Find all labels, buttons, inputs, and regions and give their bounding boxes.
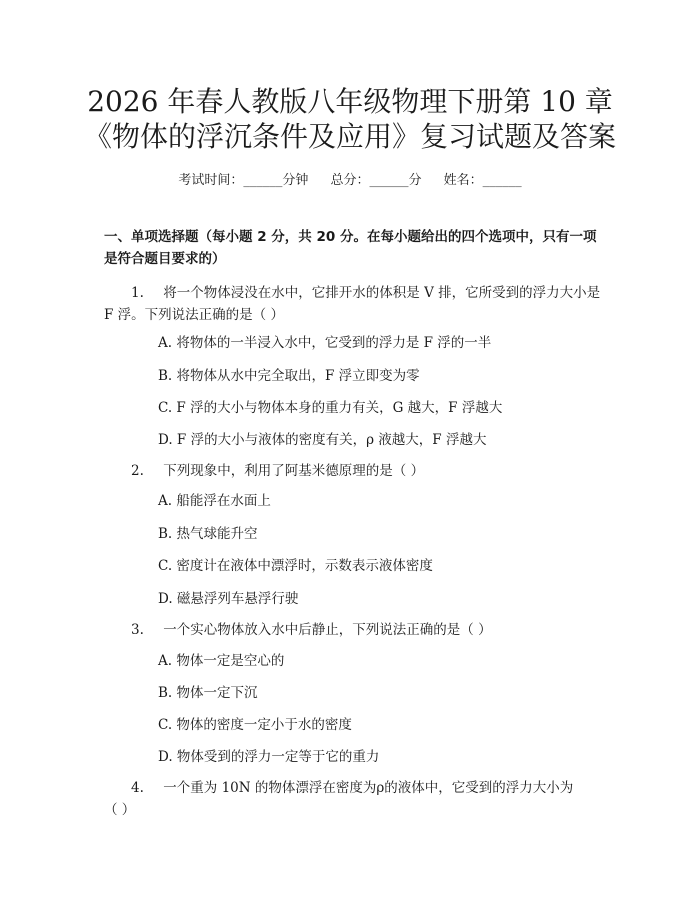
question-number: 2. bbox=[131, 463, 144, 479]
option-1d: D. F 浮的大小与液体的密度有关，ρ 液越大，F 浮越大 bbox=[158, 432, 487, 448]
option-1c: C. F 浮的大小与物体本身的重力有关，G 越大，F 浮越大 bbox=[158, 400, 503, 416]
question-stem: 下列现象中，利用了阿基米德原理的是（ ） bbox=[163, 463, 425, 479]
question-4-line-2: （ ） bbox=[104, 802, 136, 818]
question-1-line-1 bbox=[131, 281, 600, 305]
question-4-line-1 bbox=[131, 776, 573, 800]
question-3-line-1 bbox=[131, 618, 492, 642]
option-3a: A. 物体一定是空心的 bbox=[158, 653, 285, 669]
title-line-1: 2026 年春人教版八年级物理下册第 10 章 bbox=[87, 85, 613, 118]
question-number: 3. bbox=[131, 622, 144, 638]
question-1-line-2: F 浮。下列说法正确的是（ ） bbox=[104, 307, 284, 323]
option-2a: A. 船能浮在水面上 bbox=[158, 493, 271, 509]
question-2-line-1 bbox=[131, 459, 424, 483]
option-2b: B. 热气球能升空 bbox=[158, 526, 258, 542]
option-1b: B. 将物体从水中完全取出，F 浮立即变为零 bbox=[158, 368, 420, 384]
option-2c: C. 密度计在液体中漂浮时，示数表示液体密度 bbox=[158, 558, 433, 574]
option-3b: B. 物体一定下沉 bbox=[158, 685, 258, 701]
option-3d: D. 物体受到的浮力一定等于它的重力 bbox=[158, 749, 380, 765]
section-heading: 一、单项选择题（每小题 2 分，共 20 分。在每小题给出的四个选项中，只有一项是符合题目要求的） bbox=[104, 229, 597, 267]
question-stem: 一个实心物体放入水中后静止，下列说法正确的是（ ） bbox=[163, 622, 492, 638]
question-stem: 将一个物体浸没在水中，它排开水的体积是 V 排，它所受到的浮力大小是 bbox=[163, 285, 601, 301]
exam-time: 考试时间：______分钟 bbox=[178, 173, 309, 188]
question-stem: 一个重为 10N 的物体漂浮在密度为ρ的液体中，它受到的浮力大小为 bbox=[163, 780, 574, 796]
question-number: 4. bbox=[131, 780, 144, 796]
question-number: 1. bbox=[131, 285, 144, 301]
title-line-2: 《物体的浮沉条件及应用》复习试题及答案 bbox=[83, 120, 616, 153]
option-2d: D. 磁悬浮列车悬浮行驶 bbox=[158, 591, 299, 607]
exam-meta bbox=[0, 169, 700, 188]
student-name: 姓名：______ bbox=[443, 173, 522, 188]
option-3c: C. 物体的密度一定小于水的密度 bbox=[158, 717, 352, 733]
option-1a: A. 将物体的一半浸入水中，它受到的浮力是 F 浮的一半 bbox=[158, 335, 492, 351]
total-score: 总分：______分 bbox=[330, 173, 422, 188]
